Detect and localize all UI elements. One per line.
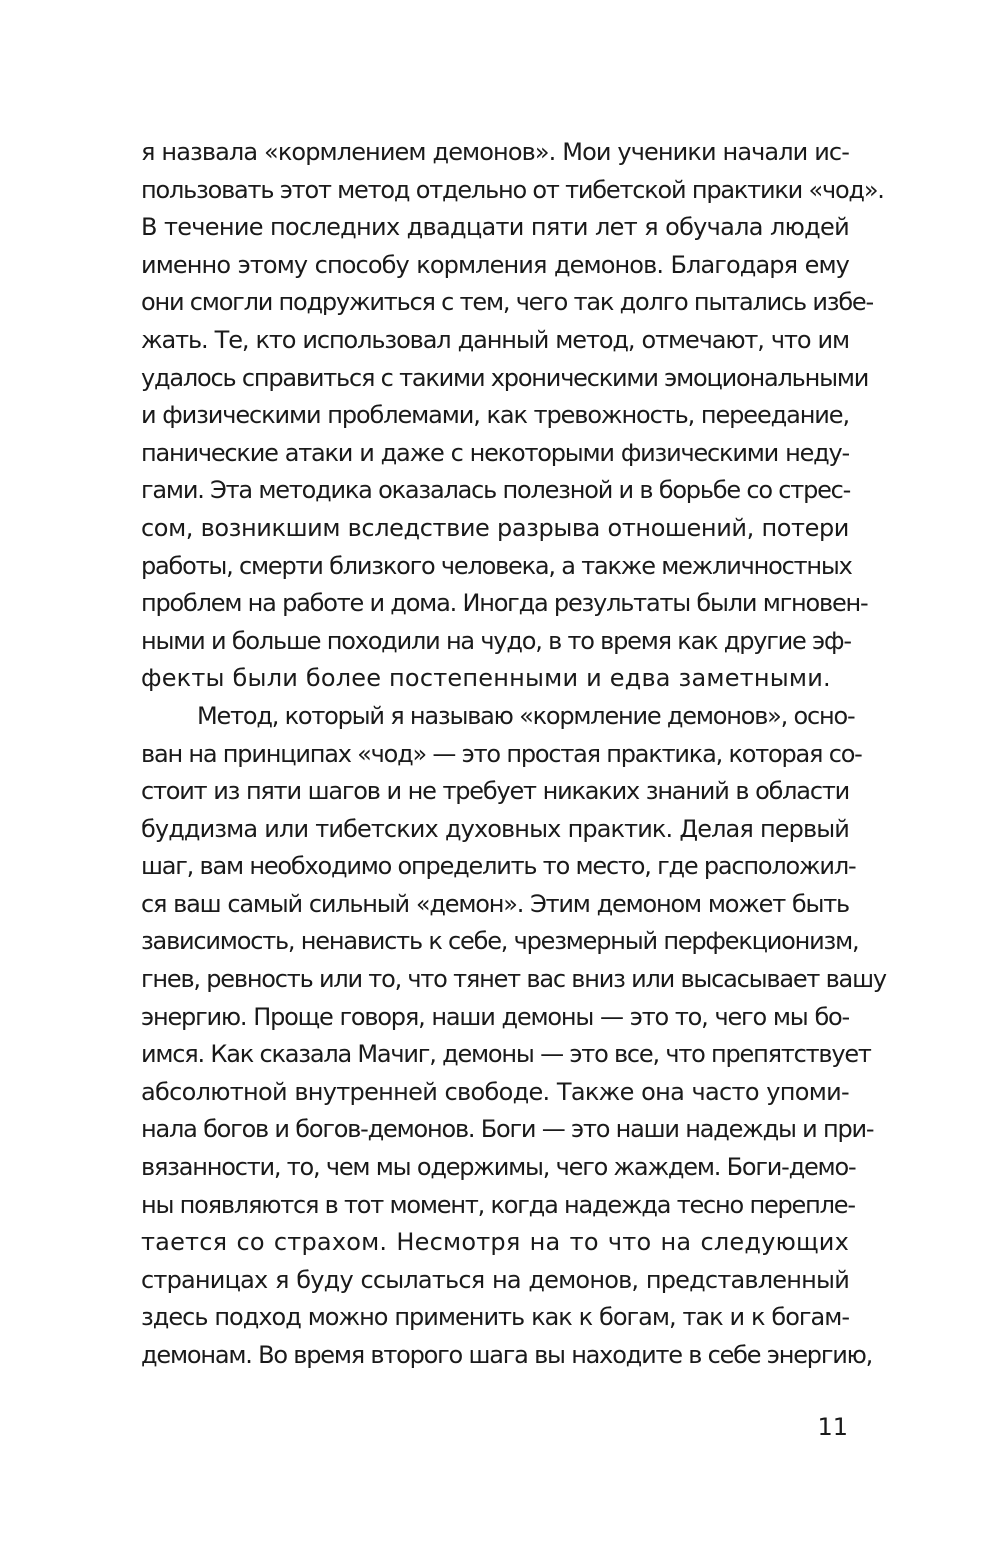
text-line: гами. Эта методика оказалась полезной и в борьбе со стрес-: [141, 476, 851, 505]
text-line: ван на принципах «чод» — это простая практика, которая со-: [141, 739, 862, 768]
text-line: удалось справиться с такими хроническими эмоциональными: [141, 363, 869, 392]
paragraph: [141, 134, 884, 698]
text-line: панические атаки и даже с некоторыми физическими неду-: [141, 438, 849, 467]
text-line: работы, смерти близкого человека, а также межличностных: [141, 551, 852, 580]
text-line: страницах я буду ссылаться на демонов, представленный: [141, 1265, 849, 1294]
text-line: гнев, ревность или то, что тянет вас вниз или высасывает вашу: [141, 965, 886, 994]
text-line: шаг, вам необходимо определить то место, где расположил-: [141, 852, 856, 881]
text-line: абсолютной внутренней свободе. Также она часто упоми-: [141, 1077, 849, 1106]
text-line: и физическими проблемами, как тревожность, переедание,: [141, 401, 849, 430]
text-line: зависимость, ненависть к себе, чрезмерный перфекционизм,: [141, 927, 859, 956]
text-line: буддизма или тибетских духовных практик. Делая первый: [141, 814, 849, 843]
text-line: имся. Как сказала Мачиг, демоны — это все, что препятствует: [141, 1040, 871, 1069]
text-line: стоит из пяти шагов и не требует никаких знаний в области: [141, 777, 849, 806]
text-line: тается со страхом. Несмотря на то что на следующих: [141, 1228, 849, 1257]
text-line: нала богов и богов-демонов. Боги — это наши надежды и при-: [141, 1115, 874, 1144]
text-line: жать. Те, кто использовал данный метод, отмечают, что им: [141, 325, 849, 354]
text-line: сом, возникшим вследствие разрыва отношений, потери: [141, 513, 849, 542]
text-line: фекты были более постепенными и едва заметными.: [141, 664, 831, 693]
text-line: ными и больше походили на чудо, в то время как другие эф-: [141, 626, 851, 655]
body-text: [141, 134, 886, 1375]
text-line: ны появляются в тот момент, когда надежда тесно перепле-: [141, 1190, 855, 1219]
paragraph: [141, 698, 886, 1375]
text-line: энергию. Проще говоря, наши демоны — это то, чего мы бо-: [141, 1002, 849, 1031]
text-line: здесь подход можно применить как к богам, так и к богам-: [141, 1303, 849, 1332]
text-line: проблем на работе и дома. Иногда результаты были мгновен-: [141, 589, 868, 618]
text-line: они смогли подружиться с тем, чего так долго пытались избе-: [141, 288, 873, 317]
text-line: вязанности, то, чем мы одержимы, чего жаждем. Боги-демо-: [141, 1153, 856, 1182]
text-line: я назвала «кормлением демонов». Мои ученики начали ис-: [141, 138, 849, 166]
text-line: Метод, который я называю «кормление демонов», осно-: [197, 701, 855, 730]
page-number: 11: [817, 1413, 848, 1441]
text-line: ся ваш самый сильный «демон». Этим демоном может быть: [141, 889, 849, 918]
text-line: пользовать этот метод отдельно от тибетской практики «чод».: [141, 175, 884, 204]
text-line: В течение последних двадцати пяти лет я обучала людей: [141, 213, 849, 242]
text-line: демонам. Во время второго шага вы находите в себе энергию,: [141, 1341, 873, 1369]
text-line: именно этому способу кормления демонов. Благодаря ему: [141, 250, 849, 279]
